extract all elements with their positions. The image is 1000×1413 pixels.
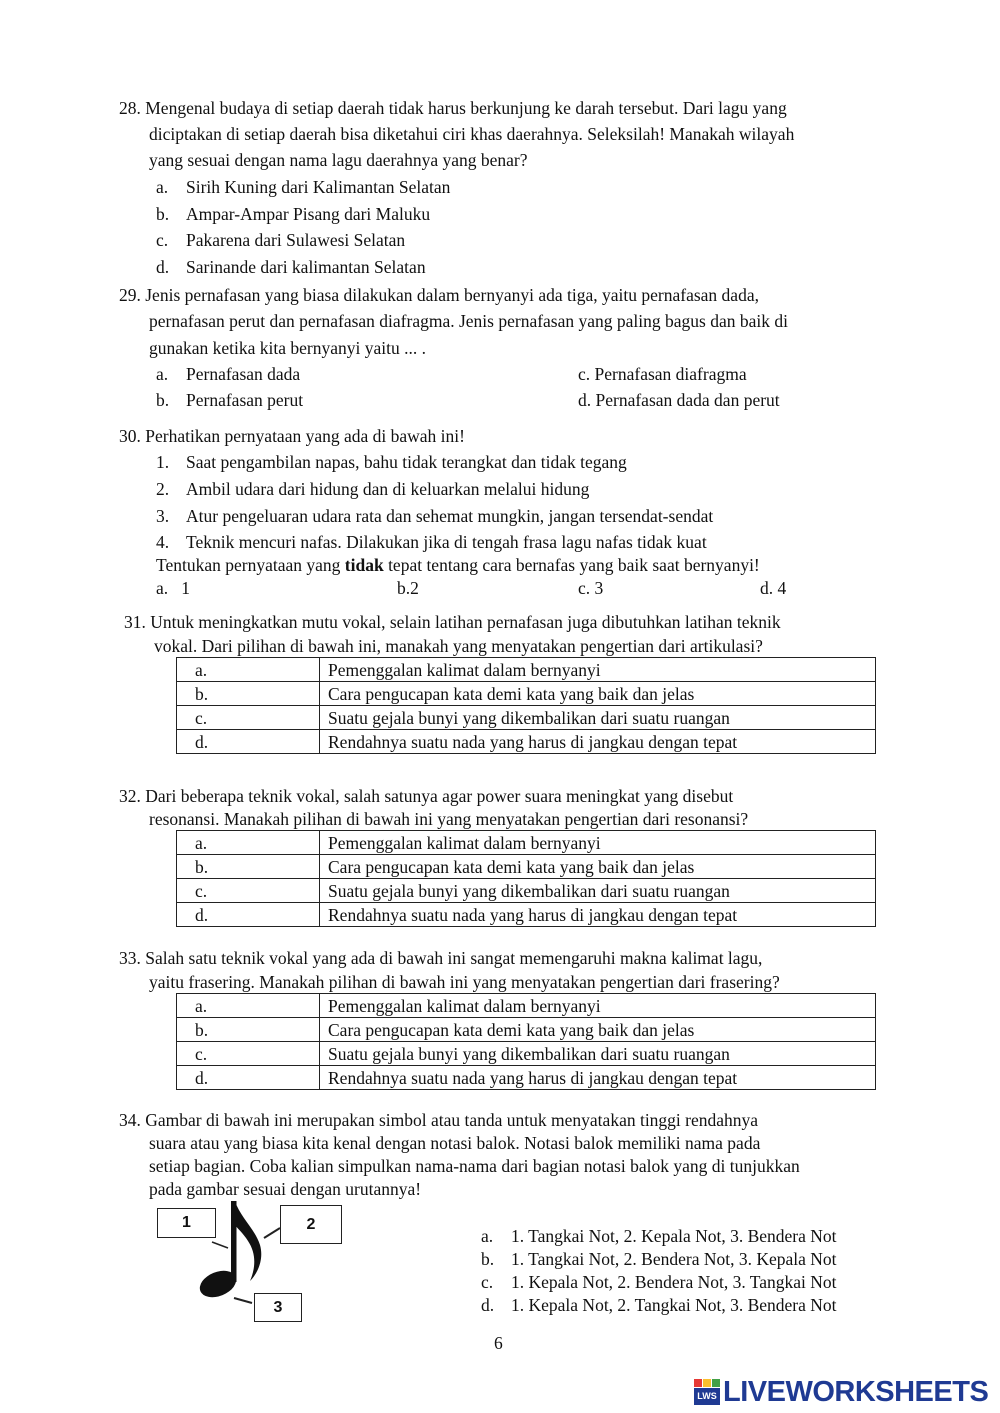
q30-statement-2-num: 2. — [156, 479, 170, 499]
option-text[interactable]: Cara pengucapan kata demi kata yang baik dan jelas — [320, 855, 876, 879]
option-text[interactable]: Pemenggalan kalimat dalam bernyanyi — [320, 658, 876, 682]
table-row[interactable] — [177, 658, 876, 682]
q30-statement-2: Ambil udara dari hidung dan di keluarkan melalui hidung — [186, 479, 590, 499]
q29-line-3: gunakan ketika kita bernyanyi yaitu ... . — [149, 338, 427, 358]
q33-line-2: yaitu frasering. Manakah pilihan di bawah ini yang menyatakan pengertian dari frasering? — [149, 972, 780, 992]
q30-statement-4: Teknik mencuri nafas. Dilakukan jika di tengah frasa lagu nafas tidak kuat — [186, 532, 707, 552]
q29-option-b-letter: b. — [156, 390, 170, 410]
option-letter: b. — [177, 682, 320, 706]
q29-line-1: 29. Jenis pernafasan yang biasa dilakukan dalam bernyanyi ada tiga, yaitu pernafasan dada, — [119, 285, 759, 305]
q34-line-3: setiap bagian. Coba kalian simpulkan nama-nama dari bagian notasi balok yang di tunjukkan — [149, 1156, 800, 1176]
q30-statement-1-num: 1. — [156, 452, 170, 472]
option-letter: d. — [177, 1066, 320, 1090]
q32-line-1: 32. Dari beberapa teknik vokal, salah satunya agar power suara meningkat yang disebut — [119, 786, 734, 806]
q34-option-a[interactable]: 1. Tangkai Not, 2. Kepala Not, 3. Bendera Not — [511, 1226, 837, 1246]
pointer-line-1 — [212, 1242, 228, 1248]
liveworksheets-logo[interactable] — [694, 1376, 994, 1408]
q34-option-c-letter: c. — [481, 1272, 494, 1292]
q30-instruction-post: tepat tentang cara bernafas yang baik saat bernyanyi! — [383, 555, 760, 575]
option-letter: c. — [177, 1042, 320, 1066]
option-text[interactable]: Pemenggalan kalimat dalam bernyanyi — [320, 831, 876, 855]
q28-line-2: diciptakan di setiap daerah bisa diketahui ciri khas daerahnya. Seleksilah! Manakah wilayah — [149, 124, 795, 144]
q30-answer-a[interactable]: a. 1 — [156, 578, 191, 598]
q34-option-d-letter: d. — [481, 1295, 495, 1315]
q28-option-c[interactable]: Pakarena dari Sulawesi Selatan — [186, 230, 406, 250]
q29-option-c[interactable]: c. Pernafasan diafragma — [578, 364, 747, 384]
option-text[interactable]: Pemenggalan kalimat dalam bernyanyi — [320, 994, 876, 1018]
q28-option-b[interactable]: Ampar-Ampar Pisang dari Maluku — [186, 204, 431, 224]
option-letter: a. — [177, 658, 320, 682]
table-row[interactable] — [177, 682, 876, 706]
q28-line-3: yang sesuai dengan nama lagu daerahnya yang benar? — [149, 150, 528, 170]
option-letter: a. — [177, 831, 320, 855]
label-box-3: 3 — [254, 1293, 302, 1322]
liveworksheets-wordmark: LIVEWORKSHEETS — [723, 1376, 989, 1408]
table-row[interactable] — [177, 1042, 876, 1066]
option-text[interactable]: Rendahnya suatu nada yang harus di jangkau dengan tepat — [320, 730, 876, 754]
q30-statement-4-num: 4. — [156, 532, 170, 552]
liveworksheets-icon — [694, 1379, 720, 1405]
q34-line-4: pada gambar sesuai dengan urutannya! — [149, 1179, 422, 1199]
table-row[interactable] — [177, 730, 876, 754]
q34-line-1: 34. Gambar di bawah ini merupakan simbol atau tanda untuk menyatakan tinggi rendahnya — [119, 1110, 759, 1130]
note-flag — [235, 1201, 261, 1281]
q33-line-1: 33. Salah satu teknik vokal yang ada di bawah ini sangat memengaruhi makna kalimat lagu, — [119, 948, 763, 968]
option-text[interactable]: Rendahnya suatu nada yang harus di jangkau dengan tepat — [320, 1066, 876, 1090]
q29-option-b[interactable]: Pernafasan perut — [186, 390, 304, 410]
q28-option-d[interactable]: Sarinande dari kalimantan Selatan — [186, 257, 426, 277]
table-row[interactable] — [177, 706, 876, 730]
option-letter: c. — [177, 706, 320, 730]
q30-instruction-bold: tidak — [344, 555, 384, 575]
table-row[interactable] — [177, 831, 876, 855]
q34-option-c[interactable]: 1. Kepala Not, 2. Bendera Not, 3. Tangkai Not — [511, 1272, 837, 1292]
q28-option-a[interactable]: Sirih Kuning dari Kalimantan Selatan — [186, 177, 451, 197]
option-letter: b. — [177, 855, 320, 879]
q30-answer-b[interactable]: b.2 — [397, 578, 419, 598]
q31-line-1: 31. Untuk meningkatkan mutu vokal, selain latihan pernafasan juga dibutuhkan latihan teknik — [124, 612, 781, 632]
q34-option-d[interactable]: 1. Kepala Not, 2. Tangkai Not, 3. Bendera Not — [511, 1295, 837, 1315]
option-letter: b. — [177, 1018, 320, 1042]
q30-instruction — [156, 552, 760, 579]
q30-title: 30. Perhatikan pernyataan yang ada di bawah ini! — [119, 426, 465, 446]
liveworksheets-icon-letters: LWS — [694, 1388, 720, 1405]
pointer-line-2 — [264, 1228, 280, 1238]
q29-option-d[interactable]: d. Pernafasan dada dan perut — [578, 390, 780, 410]
table-row[interactable] — [177, 1018, 876, 1042]
option-text[interactable]: Cara pengucapan kata demi kata yang baik dan jelas — [320, 682, 876, 706]
q34-option-b[interactable]: 1. Tangkai Not, 2. Bendera Not, 3. Kepala Not — [511, 1249, 837, 1269]
q28-option-a-letter: a. — [156, 177, 169, 197]
option-text[interactable]: Suatu gejala bunyi yang dikembalikan dari suatu ruangan — [320, 1042, 876, 1066]
q30-statement-3: Atur pengeluaran udara rata dan sehemat mungkin, jangan tersendat-sendat — [186, 506, 714, 526]
q31-options-table — [176, 657, 876, 754]
option-text[interactable]: Cara pengucapan kata demi kata yang baik dan jelas — [320, 1018, 876, 1042]
q30-instruction-pre: Tentukan pernyataan yang — [156, 555, 345, 575]
q34-option-b-letter: b. — [481, 1249, 495, 1269]
q30-answer-c[interactable]: c. 3 — [578, 578, 604, 598]
pointer-line-3 — [234, 1298, 252, 1303]
option-text[interactable]: Suatu gejala bunyi yang dikembalikan dari suatu ruangan — [320, 879, 876, 903]
q34-line-2: suara atau yang biasa kita kenal dengan notasi balok. Notasi balok memiliki nama pada — [149, 1133, 761, 1153]
option-letter: c. — [177, 879, 320, 903]
option-letter: d. — [177, 903, 320, 927]
option-text[interactable]: Rendahnya suatu nada yang harus di jangkau dengan tepat — [320, 903, 876, 927]
label-box-1: 1 — [157, 1208, 216, 1238]
q28-option-b-letter: b. — [156, 204, 170, 224]
q29-line-2: pernafasan perut dan pernafasan diafragma. Jenis pernafasan yang paling bagus dan baik di — [149, 311, 788, 331]
q32-line-2: resonansi. Manakah pilihan di bawah ini yang menyatakan pengertian dari resonansi? — [149, 809, 749, 829]
q32-options-table — [176, 830, 876, 927]
q30-statement-1: Saat pengambilan napas, bahu tidak terangkat dan tidak tegang — [186, 452, 627, 472]
q34-option-a-letter: a. — [481, 1226, 494, 1246]
q30-answer-d[interactable]: d. 4 — [760, 578, 787, 598]
option-text[interactable]: Suatu gejala bunyi yang dikembalikan dari suatu ruangan — [320, 706, 876, 730]
table-row[interactable] — [177, 1066, 876, 1090]
q30-statement-3-num: 3. — [156, 506, 170, 526]
table-row[interactable] — [177, 879, 876, 903]
page-number: 6 — [494, 1333, 503, 1353]
table-row[interactable] — [177, 903, 876, 927]
q33-options-table — [176, 993, 876, 1090]
table-row[interactable] — [177, 994, 876, 1018]
q29-option-a[interactable]: Pernafasan dada — [186, 364, 301, 384]
option-letter: d. — [177, 730, 320, 754]
q31-line-2: vokal. Dari pilihan di bawah ini, manakah yang menyatakan pengertian dari artikulasi? — [154, 636, 763, 656]
q29-option-a-letter: a. — [156, 364, 169, 384]
table-row[interactable] — [177, 855, 876, 879]
option-letter: a. — [177, 994, 320, 1018]
label-box-2: 2 — [280, 1205, 342, 1244]
q28-line-1: 28. Mengenal budaya di setiap daerah tidak harus berkunjung ke darah tersebut. Dari lagu yang — [119, 98, 787, 118]
q28-option-d-letter: d. — [156, 257, 170, 277]
q28-option-c-letter: c. — [156, 230, 169, 250]
